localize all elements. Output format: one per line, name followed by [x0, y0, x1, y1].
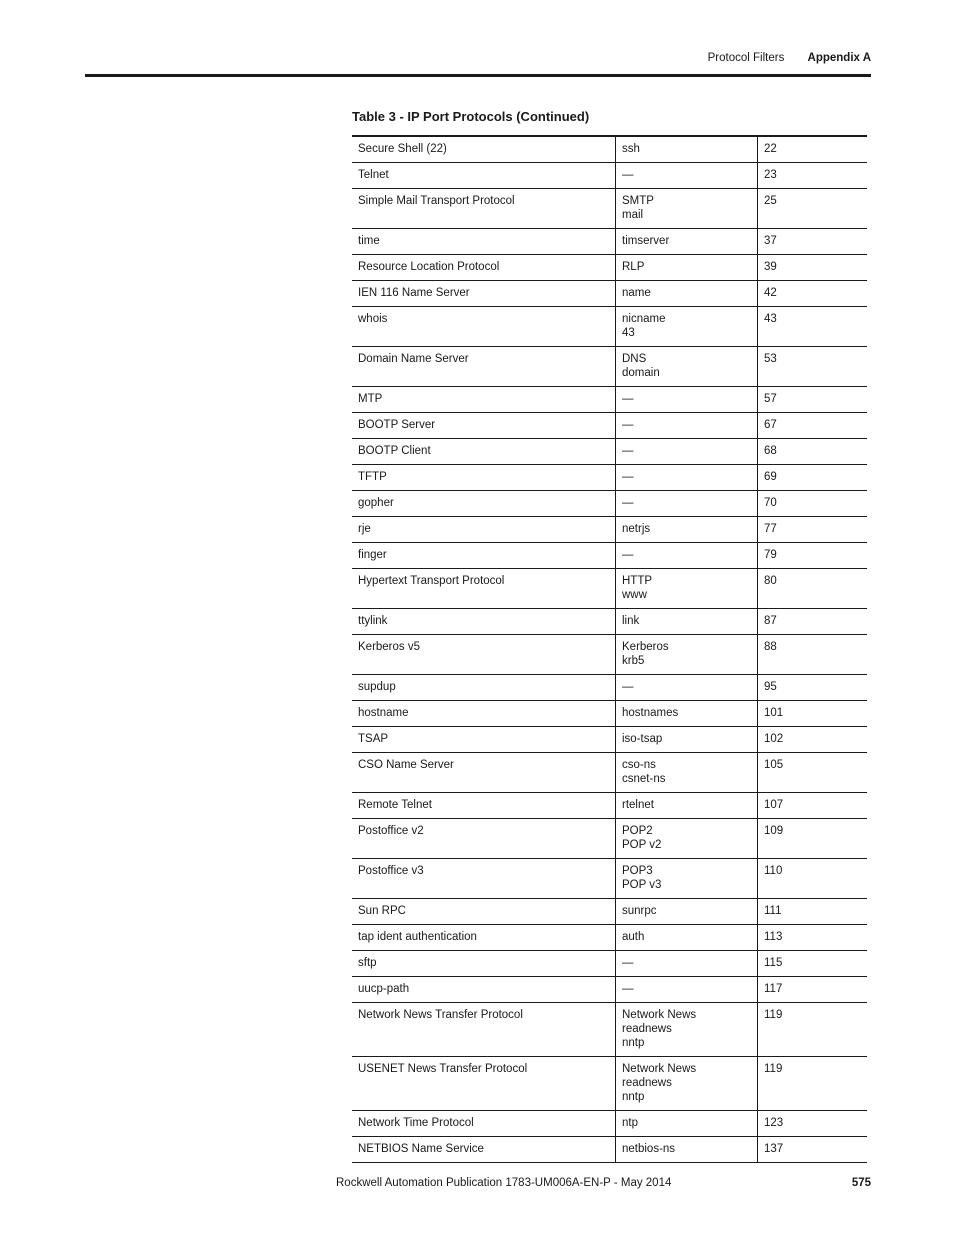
table-row: [352, 675, 867, 701]
table-row: [352, 229, 867, 255]
protocol-alias: —: [622, 497, 634, 509]
table-row: [352, 609, 867, 635]
protocol-alias-cell: [616, 517, 758, 543]
protocol-alias: iso-tsap: [622, 733, 663, 745]
table-row: [352, 569, 867, 609]
table-row: [352, 951, 867, 977]
protocol-alias: —: [622, 681, 634, 693]
protocol-name-cell: Sun RPC: [352, 899, 616, 925]
protocol-name-cell: MTP: [352, 387, 616, 413]
table-row: [352, 163, 867, 189]
protocol-alias: rtelnet: [622, 799, 654, 811]
protocol-name-cell: Postoffice v2: [352, 819, 616, 859]
port-number-cell: 69: [758, 465, 868, 491]
protocol-name-cell: USENET News Transfer Protocol: [352, 1057, 616, 1111]
protocol-alias-cell: [616, 1111, 758, 1137]
protocol-alias-cell: [616, 977, 758, 1003]
protocol-name-cell: finger: [352, 543, 616, 569]
protocol-name-cell: Postoffice v3: [352, 859, 616, 899]
port-number-cell: 123: [758, 1111, 868, 1137]
protocol-alias-cell: [616, 609, 758, 635]
protocol-name-cell: whois: [352, 307, 616, 347]
protocol-name-cell: NETBIOS Name Service: [352, 1137, 616, 1163]
protocol-name-cell: uucp-path: [352, 977, 616, 1003]
port-number-cell: 105: [758, 753, 868, 793]
protocol-alias: —: [622, 169, 634, 181]
protocol-alias: Network News: [622, 1009, 697, 1021]
protocol-alias: csnet-ns: [622, 773, 666, 785]
protocol-alias: 43: [622, 327, 635, 339]
port-number-cell: 95: [758, 675, 868, 701]
table-row: [352, 281, 867, 307]
table-row: [352, 727, 867, 753]
port-number-cell: 107: [758, 793, 868, 819]
port-number-cell: 115: [758, 951, 868, 977]
protocol-alias: readnews: [622, 1077, 672, 1089]
protocol-alias: SMTP: [622, 195, 654, 207]
port-number-cell: 25: [758, 189, 868, 229]
table-row: [352, 793, 867, 819]
protocol-alias-cell: [616, 307, 758, 347]
protocol-alias: nntp: [622, 1037, 645, 1049]
protocol-alias: name: [622, 287, 651, 299]
protocol-name-cell: rje: [352, 517, 616, 543]
table-row: [352, 543, 867, 569]
port-number-cell: 87: [758, 609, 868, 635]
protocol-alias-cell: [616, 1003, 758, 1057]
port-number-cell: 70: [758, 491, 868, 517]
protocol-alias-cell: [616, 163, 758, 189]
protocol-alias-cell: [616, 1057, 758, 1111]
protocol-alias-cell: [616, 925, 758, 951]
protocol-alias-cell: [616, 727, 758, 753]
table-body: [352, 137, 867, 1163]
protocol-name-cell: Telnet: [352, 163, 616, 189]
port-number-cell: 77: [758, 517, 868, 543]
protocol-alias: —: [622, 445, 634, 457]
protocol-alias: —: [622, 983, 634, 995]
protocol-alias: POP v2: [622, 839, 662, 851]
port-number-cell: 111: [758, 899, 868, 925]
port-number-cell: 22: [758, 137, 868, 163]
protocol-alias: POP2: [622, 825, 653, 837]
protocol-alias: cso-ns: [622, 759, 656, 771]
protocol-alias: DNS: [622, 353, 647, 365]
protocol-alias: netrjs: [622, 523, 651, 535]
protocol-name-cell: hostname: [352, 701, 616, 727]
protocol-alias: auth: [622, 931, 645, 943]
table-row: [352, 189, 867, 229]
protocol-name-cell: Remote Telnet: [352, 793, 616, 819]
port-number-cell: 79: [758, 543, 868, 569]
protocol-alias: nicname: [622, 313, 666, 325]
port-number-cell: 43: [758, 307, 868, 347]
protocol-alias-cell: [616, 569, 758, 609]
protocol-name-cell: IEN 116 Name Server: [352, 281, 616, 307]
protocol-alias: ssh: [622, 143, 640, 155]
protocol-name-cell: ttylink: [352, 609, 616, 635]
table-row: [352, 701, 867, 727]
port-number-cell: 110: [758, 859, 868, 899]
protocol-alias: domain: [622, 367, 660, 379]
protocol-name-cell: Network News Transfer Protocol: [352, 1003, 616, 1057]
table-row: [352, 439, 867, 465]
port-number-cell: 119: [758, 1057, 868, 1111]
header-divider: [85, 74, 871, 77]
protocol-alias: Kerberos: [622, 641, 669, 653]
protocol-alias-cell: [616, 1137, 758, 1163]
protocol-name-cell: Hypertext Transport Protocol: [352, 569, 616, 609]
header-section-title: Protocol Filters: [707, 52, 785, 64]
port-number-cell: 113: [758, 925, 868, 951]
port-number-cell: 68: [758, 439, 868, 465]
protocol-name-cell: gopher: [352, 491, 616, 517]
port-number-cell: 23: [758, 163, 868, 189]
protocol-alias: ntp: [622, 1117, 638, 1129]
protocol-alias: —: [622, 393, 634, 405]
protocol-alias: timserver: [622, 235, 670, 247]
table-row: [352, 307, 867, 347]
protocol-name-cell: supdup: [352, 675, 616, 701]
protocol-alias-cell: [616, 793, 758, 819]
table-row: [352, 347, 867, 387]
table-row: [352, 635, 867, 675]
protocol-alias-cell: [616, 439, 758, 465]
port-number-cell: 80: [758, 569, 868, 609]
table-row: [352, 899, 867, 925]
protocol-alias-cell: [616, 465, 758, 491]
protocol-alias: link: [622, 615, 640, 627]
protocol-alias: www: [622, 589, 647, 601]
protocol-alias: POP v3: [622, 879, 662, 891]
port-number-cell: 39: [758, 255, 868, 281]
protocol-alias-cell: [616, 899, 758, 925]
protocol-alias: —: [622, 957, 634, 969]
protocol-alias: krb5: [622, 655, 645, 667]
table-row: [352, 387, 867, 413]
table-row: [352, 1057, 867, 1111]
protocol-alias-cell: [616, 859, 758, 899]
ip-port-protocols-table: [352, 135, 867, 1163]
protocol-alias-cell: [616, 753, 758, 793]
protocol-alias: POP3: [622, 865, 653, 877]
table-row: [352, 517, 867, 543]
protocol-name-cell: TSAP: [352, 727, 616, 753]
port-number-cell: 119: [758, 1003, 868, 1057]
protocol-alias: Network News: [622, 1063, 697, 1075]
protocol-alias: mail: [622, 209, 644, 221]
protocol-alias: sunrpc: [622, 905, 657, 917]
table-row: [352, 1111, 867, 1137]
protocol-alias-cell: [616, 189, 758, 229]
table-row: [352, 1137, 867, 1163]
protocol-alias: RLP: [622, 261, 645, 273]
footer-publication: Rockwell Automation Publication 1783-UM006A-EN-P - May 2014: [336, 1177, 672, 1189]
protocol-name-cell: tap ident authentication: [352, 925, 616, 951]
protocol-name-cell: Simple Mail Transport Protocol: [352, 189, 616, 229]
protocol-name-cell: Domain Name Server: [352, 347, 616, 387]
protocol-name-cell: Secure Shell (22): [352, 137, 616, 163]
table-row: [352, 413, 867, 439]
port-number-cell: 102: [758, 727, 868, 753]
protocol-alias-cell: [616, 543, 758, 569]
page-number: 575: [851, 1177, 871, 1189]
table-row: [352, 859, 867, 899]
table-row: [352, 1003, 867, 1057]
protocol-alias-cell: [616, 413, 758, 439]
protocol-alias-cell: [616, 491, 758, 517]
protocol-name-cell: BOOTP Client: [352, 439, 616, 465]
protocol-name-cell: BOOTP Server: [352, 413, 616, 439]
protocol-name-cell: Network Time Protocol: [352, 1111, 616, 1137]
table-row: [352, 255, 867, 281]
protocol-name-cell: Kerberos v5: [352, 635, 616, 675]
table-row: [352, 819, 867, 859]
protocol-name-cell: CSO Name Server: [352, 753, 616, 793]
port-number-cell: 53: [758, 347, 868, 387]
port-number-cell: 42: [758, 281, 868, 307]
protocol-alias-cell: [616, 137, 758, 163]
protocol-alias-cell: [616, 255, 758, 281]
protocol-alias-cell: [616, 281, 758, 307]
table-title: Table 3 - IP Port Protocols (Continued): [352, 109, 590, 124]
port-number-cell: 37: [758, 229, 868, 255]
protocol-alias: HTTP: [622, 575, 653, 587]
protocol-alias-cell: [616, 347, 758, 387]
port-number-cell: 67: [758, 413, 868, 439]
protocol-alias-cell: [616, 819, 758, 859]
table-row: [352, 137, 867, 163]
protocol-alias: —: [622, 471, 634, 483]
table-row: [352, 977, 867, 1003]
protocol-alias: —: [622, 419, 634, 431]
page-header: [708, 52, 871, 64]
port-number-cell: 101: [758, 701, 868, 727]
protocol-alias: readnews: [622, 1023, 672, 1035]
port-number-cell: 57: [758, 387, 868, 413]
protocol-alias: hostnames: [622, 707, 679, 719]
table-row: [352, 465, 867, 491]
table-row: [352, 925, 867, 951]
protocol-name-cell: TFTP: [352, 465, 616, 491]
table-row: [352, 753, 867, 793]
port-number-cell: 109: [758, 819, 868, 859]
protocol-name-cell: sftp: [352, 951, 616, 977]
port-number-cell: 88: [758, 635, 868, 675]
protocol-alias-cell: [616, 387, 758, 413]
protocol-alias-cell: [616, 701, 758, 727]
table-row: [352, 491, 867, 517]
protocol-alias-cell: [616, 635, 758, 675]
protocol-name-cell: time: [352, 229, 616, 255]
protocol-alias: netbios-ns: [622, 1143, 676, 1155]
protocol-alias: —: [622, 549, 634, 561]
port-number-cell: 117: [758, 977, 868, 1003]
protocol-alias: nntp: [622, 1091, 645, 1103]
protocol-alias-cell: [616, 951, 758, 977]
port-number-cell: 137: [758, 1137, 868, 1163]
header-appendix-label: Appendix A: [807, 52, 871, 64]
protocol-alias-cell: [616, 229, 758, 255]
protocol-alias-cell: [616, 675, 758, 701]
protocol-name-cell: Resource Location Protocol: [352, 255, 616, 281]
